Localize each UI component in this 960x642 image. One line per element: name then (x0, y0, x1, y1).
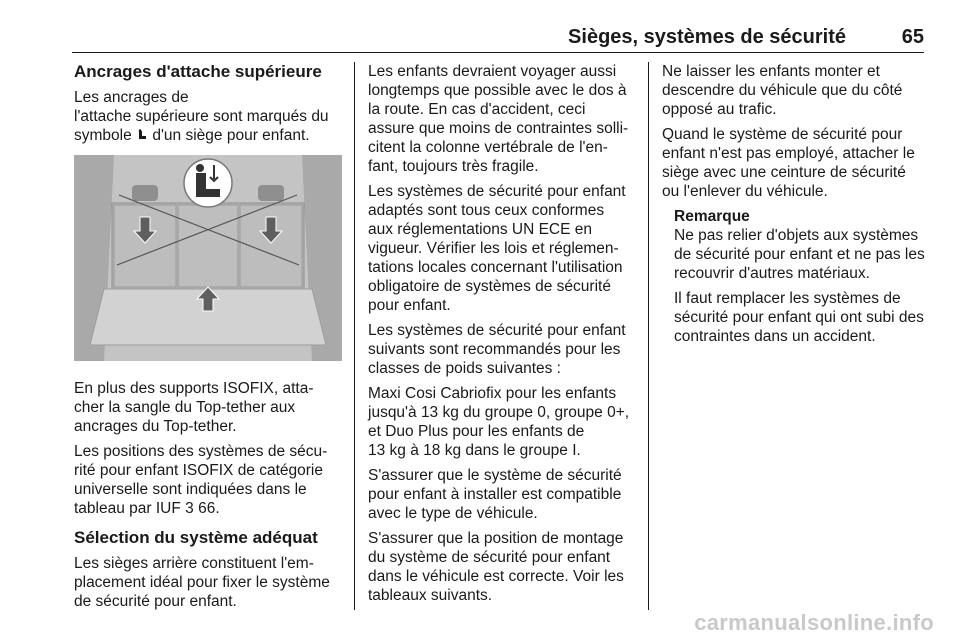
page-title: Sièges, systèmes de sécurité (568, 26, 846, 48)
column-divider (354, 62, 355, 610)
page-reference-link[interactable]: 66. (198, 500, 220, 517)
page-reference-icon: 3 (185, 500, 194, 517)
watermark-logo: carmanualsonline.info (694, 610, 934, 635)
paragraph-unused-seat: Quand le système de sécurité pour enfant n'est pas employé, attacher le siège avec une ceinture de sécurité ou l'enlever du véhicule. (662, 126, 915, 200)
note-paragraph-replace: Il faut remplacer les systèmes de sécurité pour enfant qui ont subi des contraintes dans un accident. (674, 290, 924, 345)
column-divider (648, 62, 649, 610)
note-paragraph-objects: Ne pas relier d'objets aux systèmes de sécurité pour enfant et ne pas les recouvrir d'autres matériaux. (674, 227, 925, 282)
paragraph-traffic-side: Ne laisser les enfants monter et descendre du véhicule que du côté opposé au trafic. (662, 63, 903, 118)
paragraph-isofix-positions: Les positions des systèmes de sécu- rité pour enfant ISOFIX de catégorie universelle sont indiquées dans le tableau par IUF 3 66. (74, 443, 328, 517)
page-header (72, 22, 924, 53)
page-number: 65 (901, 26, 924, 48)
paragraph-mounting-position: S'assurer que la position de montage du système de sécurité pour enfant dans le véhicule est correcte. Voir les tableaux suivants. (368, 530, 624, 604)
column-left (74, 62, 342, 617)
rear-seat-anchorage-photo (74, 155, 342, 361)
paragraph-isofix-tether: En plus des supports ISOFIX, atta- cher la sangle du Top-tether aux ancrages du Top-tether. (74, 380, 314, 435)
column-middle (368, 62, 636, 611)
intro-paragraph: Les ancrages de l'attache supérieure sont marqués du symbole d'un siège pour enfant. (74, 89, 329, 144)
section-heading-top-tether: Ancrages d'attache supérieure (74, 62, 322, 81)
paragraph-regulations: Les systèmes de sécurité pour enfant adaptés sont tous ceux conformes aux réglementations UN ECE en vigueur. Vérifier les lois et réglemen- tations locales concernant l'utilisation obligatoire de systèmes de sécurité pour enfant. (368, 183, 626, 314)
note-title: Remarque (674, 208, 750, 225)
paragraph-compatibility: S'assurer que le système de sécurité pour enfant à installer est compatible avec le type de véhicule. (368, 467, 622, 522)
paragraph-rear-seats: Les sièges arrière constituent l'em- placement idéal pour fixer le système de sécurité pour enfant. (74, 555, 330, 610)
paragraph-rear-facing: Les enfants devraient voyager aussi longtemps que possible avec le dos à la route. En cas d'accident, ceci assure que moins de contraintes solli- citent la colonne vertébrale de l'en- fant, toujours très fragile. (368, 63, 629, 175)
column-right (662, 62, 926, 352)
paragraph-models: Maxi Cosi Cabriofix pour les enfants jusqu'à 13 kg du groupe 0, groupe 0+, et Duo Plus pour les enfants de 13 kg à 18 kg dans le groupe I. (368, 385, 630, 459)
section-heading-selection: Sélection du système adéquat (74, 528, 318, 547)
note-block (662, 207, 926, 346)
paragraph-recommended: Les systèmes de sécurité pour enfant suivants sont recommandés pour les classes de poids suivantes : (368, 322, 626, 377)
child-seat-anchor-icon (136, 129, 148, 141)
